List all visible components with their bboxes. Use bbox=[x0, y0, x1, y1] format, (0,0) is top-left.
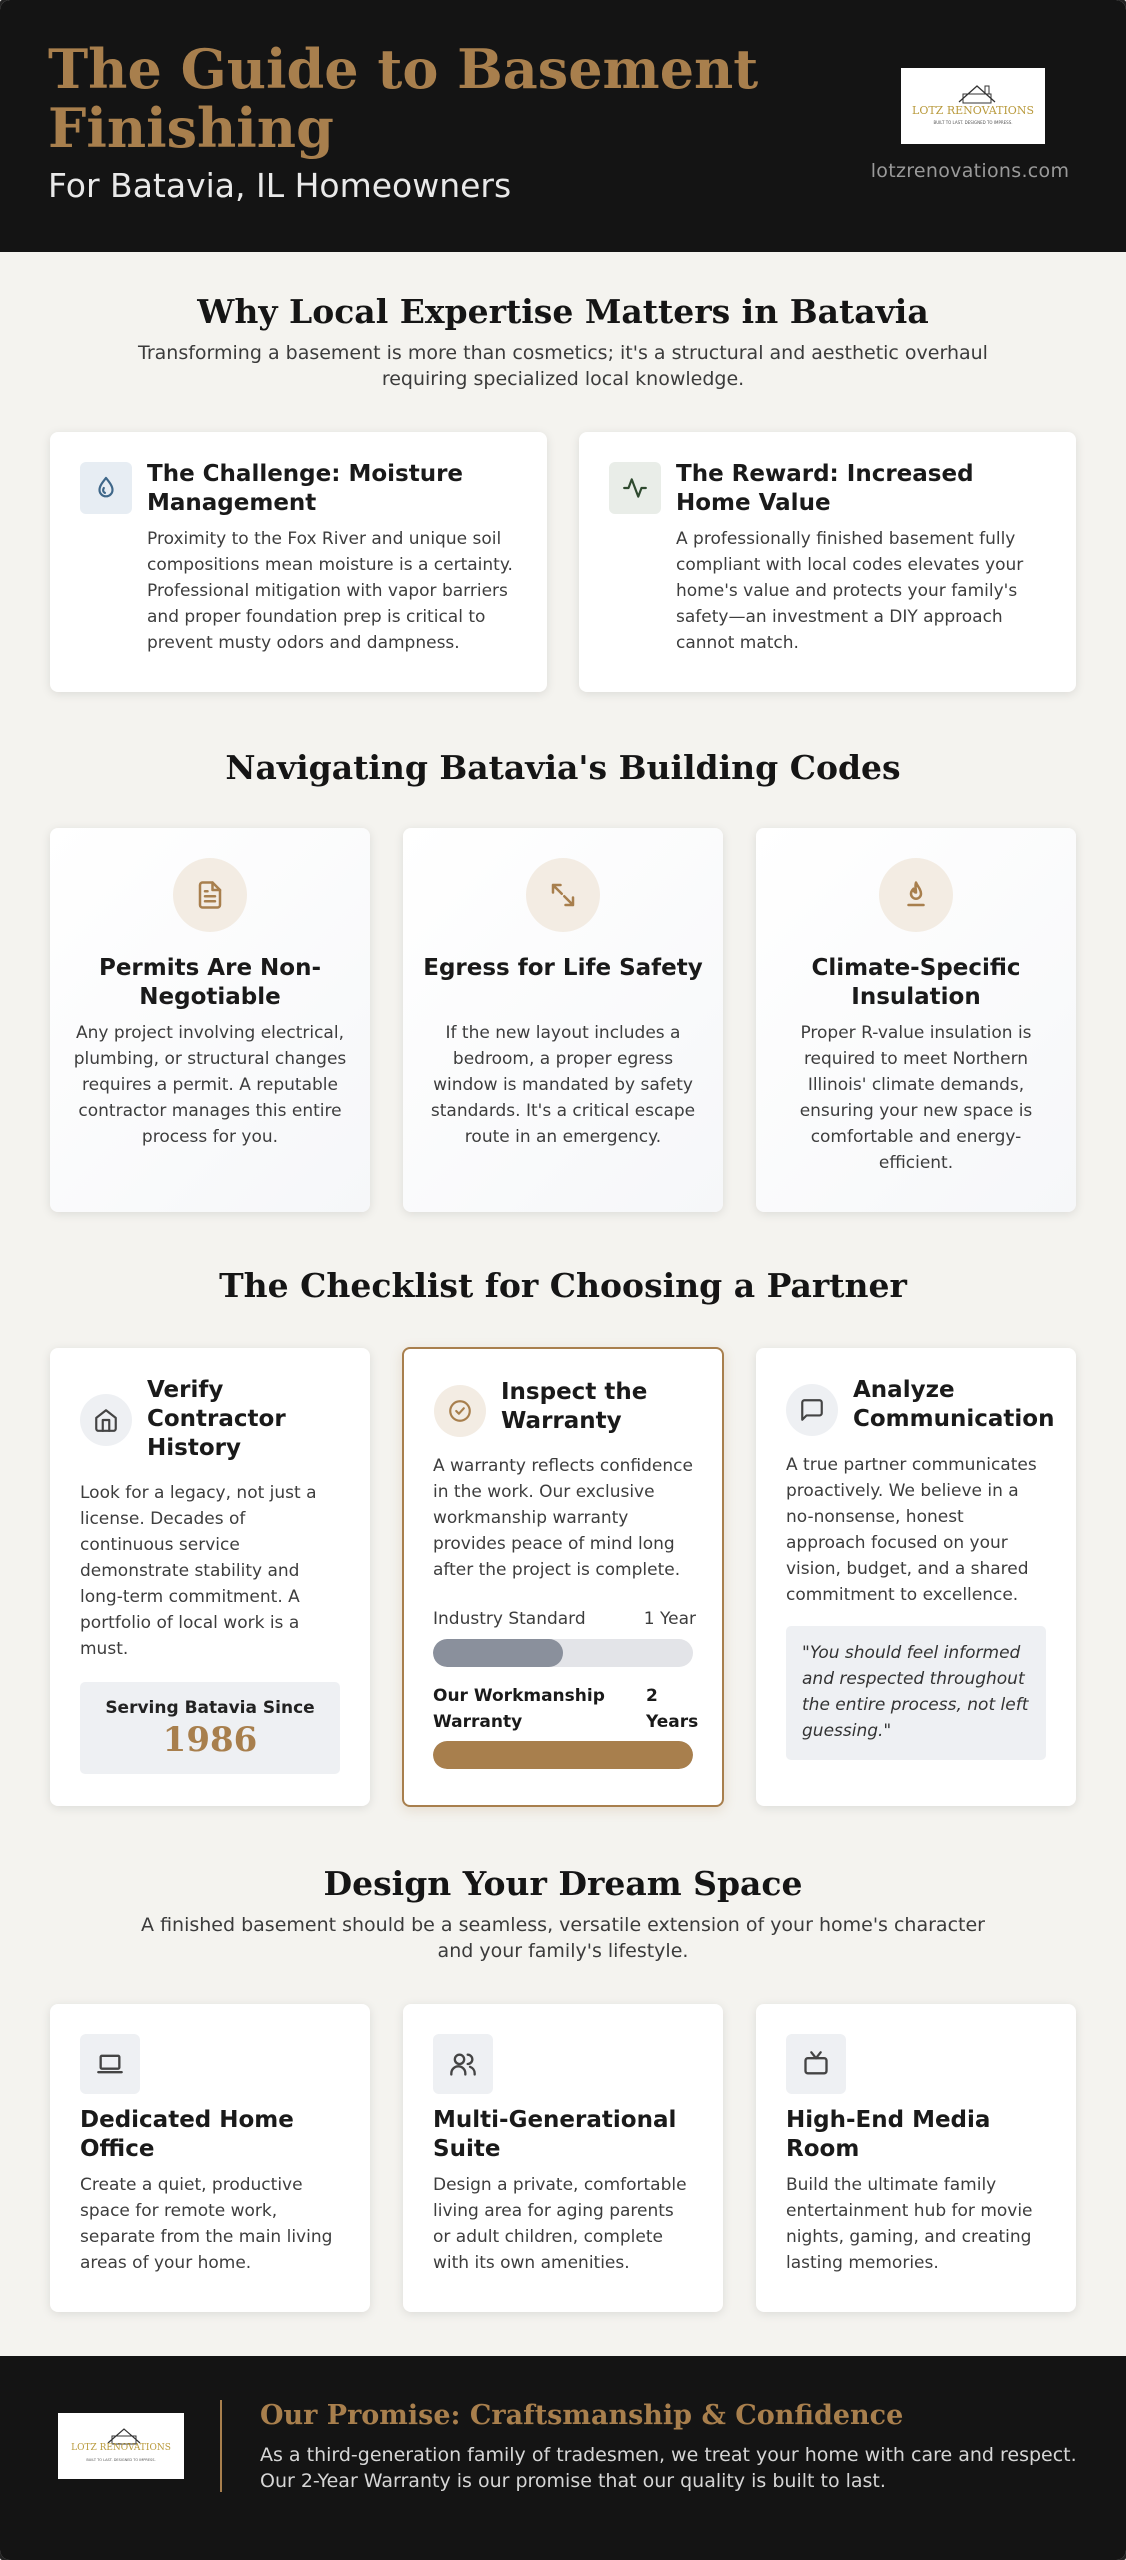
footer-divider bbox=[220, 2400, 222, 2492]
egress-title: Egress for Life Safety bbox=[423, 955, 703, 981]
industry-standard-label: Industry Standard bbox=[433, 1609, 586, 1629]
home-icon bbox=[80, 1394, 132, 1446]
history-title: Verify Contractor History bbox=[147, 1377, 286, 1461]
suite-card bbox=[403, 2004, 723, 2312]
header bbox=[0, 0, 1126, 252]
water-drop-icon bbox=[80, 462, 132, 514]
insulation-card bbox=[756, 828, 1076, 1212]
communication-title: Analyze Communication bbox=[853, 1377, 1055, 1432]
users-icon bbox=[433, 2034, 493, 2094]
reward-title: The Reward: Increased Home Value bbox=[676, 461, 974, 516]
page-title: The Guide to Basement Finishing bbox=[48, 37, 759, 160]
logo-wordmark: LOTZ RENOVATIONS bbox=[912, 104, 1034, 117]
footer bbox=[0, 2356, 1126, 2560]
design-intro: A finished basement should be a seamless, versatile extension of your home's character and your family's lifestyle. bbox=[141, 1914, 985, 1962]
challenge-card bbox=[50, 432, 547, 692]
home-office-title: Dedicated Home Office bbox=[80, 2107, 294, 2162]
home-office-text: Create a quiet, productive space for remote work, separate from the main living areas of your home. bbox=[80, 2175, 333, 2273]
chat-bubble-icon bbox=[786, 1384, 838, 1436]
challenge-text: Proximity to the Fox River and unique soil compositions mean moisture is a certainty. Professional mitigation with vapor barriers and proper foundation prep is critical to prevent musty odors and dampness. bbox=[147, 529, 513, 653]
challenge-title: The Challenge: Moisture Management bbox=[147, 461, 464, 516]
industry-standard-bar bbox=[433, 1639, 693, 1667]
laptop-icon bbox=[80, 2034, 140, 2094]
permits-card bbox=[50, 828, 370, 1212]
permits-title: Permits Are Non-Negotiable bbox=[98, 955, 322, 1010]
media-room-title: High-End Media Room bbox=[786, 2107, 991, 2162]
warranty-text: A warranty reflects confidence in the work. Our exclusive workmanship warranty provides peace of mind long after the project is complete. bbox=[433, 1456, 693, 1580]
activity-pulse-icon bbox=[609, 462, 661, 514]
document-icon bbox=[173, 858, 247, 932]
permits-text: Any project involving electrical, plumbing, or structural changes requires a permit. A reputable contractor manages this entire process for you. bbox=[73, 1023, 347, 1147]
our-warranty-bar-fill bbox=[433, 1741, 693, 1769]
communication-card bbox=[756, 1348, 1076, 1806]
design-heading: Design Your Dream Space bbox=[323, 1864, 803, 1903]
since-badge bbox=[80, 1682, 340, 1774]
suite-text: Design a private, comfortable living area for aging parents or adult children, complete with its own amenities. bbox=[433, 2175, 687, 2273]
since-label: Serving Batavia Since bbox=[105, 1698, 315, 1718]
page-subtitle: For Batavia, IL Homeowners bbox=[48, 166, 512, 205]
media-room-card bbox=[756, 2004, 1076, 2312]
reward-card bbox=[579, 432, 1076, 692]
our-warranty-value: 2 Years bbox=[646, 1686, 699, 1732]
footer-logo-wordmark: LOTZ RENOVATIONS bbox=[71, 2443, 171, 2453]
promise-text: As a third-generation family of tradesmen, we treat your home with care and respect. Our 2-Year Warranty is our promise that our quality is built to last. bbox=[260, 2444, 1077, 2492]
flame-icon bbox=[879, 858, 953, 932]
promise-title: Our Promise: Craftsmanship & Confidence bbox=[260, 2400, 904, 2431]
company-logo bbox=[901, 68, 1045, 144]
tv-icon bbox=[786, 2034, 846, 2094]
logo-tagline: BUILT TO LAST. DESIGNED TO IMPRESS. bbox=[933, 120, 1013, 125]
warranty-title: Inspect the Warranty bbox=[501, 1379, 648, 1434]
website-url[interactable]: lotzrenovations.com bbox=[870, 160, 1070, 182]
insulation-text: Proper R-value insulation is required to meet Northern Illinois' climate demands, ensuring your new space is comfortable and energy-efficient. bbox=[799, 1023, 1033, 1173]
footer-logo bbox=[58, 2413, 184, 2479]
codes-heading: Navigating Batavia's Building Codes bbox=[225, 748, 901, 787]
history-card bbox=[50, 1348, 370, 1806]
warranty-card bbox=[402, 1347, 724, 1807]
expand-arrows-icon bbox=[526, 858, 600, 932]
our-warranty-label: Our Workmanship Warranty bbox=[433, 1686, 605, 1732]
expertise-intro: Transforming a basement is more than cosmetics; it's a structural and aesthetic overhaul requiring specialized local knowledge. bbox=[138, 342, 988, 390]
check-circle-icon bbox=[434, 1385, 486, 1437]
home-office-card bbox=[50, 2004, 370, 2312]
since-year: 1986 bbox=[162, 1720, 258, 1760]
industry-standard-bar-fill bbox=[433, 1639, 563, 1667]
communication-text: A true partner communicates proactively. We believe in a no-nonsense, honest approach focused on your vision, budget, and a shared commitment to excellence. bbox=[786, 1455, 1037, 1605]
checklist-heading: The Checklist for Choosing a Partner bbox=[219, 1266, 907, 1305]
industry-standard-value: 1 Year bbox=[643, 1609, 696, 1629]
insulation-title: Climate-Specific Insulation bbox=[811, 955, 1021, 1010]
media-room-text: Build the ultimate family entertainment hub for movie nights, gaming, and creating lasting memories. bbox=[786, 2175, 1033, 2273]
communication-quote: "You should feel informed and respected throughout the entire process, not left guessing." bbox=[786, 1626, 1046, 1760]
our-warranty-bar bbox=[433, 1741, 693, 1769]
egress-text: If the new layout includes a bedroom, a proper egress window is mandated by safety standards. It's a critical escape route in an emergency. bbox=[430, 1023, 696, 1147]
suite-title: Multi-Generational Suite bbox=[433, 2107, 677, 2162]
footer-logo-tagline: BUILT TO LAST. DESIGNED TO IMPRESS. bbox=[86, 2458, 156, 2462]
egress-card bbox=[403, 828, 723, 1212]
reward-text: A professionally finished basement fully compliant with local codes elevates your home's value and protects your family's safety—an investment a DIY approach cannot match. bbox=[676, 529, 1024, 653]
expertise-heading: Why Local Expertise Matters in Batavia bbox=[197, 292, 929, 331]
history-text: Look for a legacy, not just a license. Decades of continuous service demonstrate stability and long-term commitment. A portfolio of local work is a must. bbox=[80, 1483, 317, 1659]
